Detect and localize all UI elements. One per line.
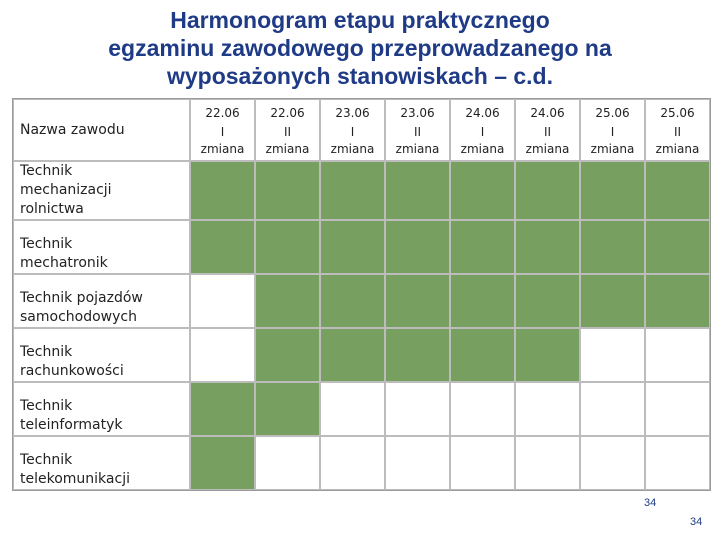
scheduled-cell: [190, 382, 255, 436]
scheduled-cell: [580, 274, 645, 328]
profession-name-line: Technik: [20, 398, 73, 414]
profession-name-line: Technik: [20, 163, 73, 179]
header-shift: I: [220, 125, 225, 139]
scheduled-cell: [385, 220, 450, 274]
header-shift: I: [350, 125, 355, 139]
empty-cell: [450, 382, 515, 436]
profession-name-line: teleinformatyk: [20, 417, 123, 433]
profession-name-line: Technik: [20, 452, 73, 468]
scheduled-cell: [320, 274, 385, 328]
header-date: 23.06: [335, 106, 370, 120]
profession-name: [13, 220, 190, 274]
header-date: 23.06: [400, 106, 435, 120]
table-row: [13, 220, 710, 274]
profession-name: [13, 436, 190, 490]
scheduled-cell: [645, 161, 710, 220]
header-shift: II: [543, 125, 552, 139]
header-shift: I: [480, 125, 485, 139]
profession-name: [13, 328, 190, 382]
header-date: 25.06: [595, 106, 630, 120]
scheduled-cell: [385, 328, 450, 382]
header-label: zmiana: [525, 142, 570, 156]
empty-cell: [580, 382, 645, 436]
empty-cell: [645, 328, 710, 382]
header-label: zmiana: [265, 142, 310, 156]
header-shift: I: [610, 125, 615, 139]
header-date: 24.06: [530, 106, 565, 120]
profession-name: [13, 274, 190, 328]
header-column-8: [645, 99, 710, 161]
header-column-2: [255, 99, 320, 161]
scheduled-cell: [385, 161, 450, 220]
header-column-4: [385, 99, 450, 161]
profession-name: [13, 382, 190, 436]
profession-name-line: Technik pojazdów: [20, 290, 143, 306]
scheduled-cell: [645, 220, 710, 274]
header-label: zmiana: [460, 142, 505, 156]
title-line: Harmonogram etapu praktycznego: [170, 7, 550, 33]
page-number: 34: [644, 497, 657, 509]
scheduled-cell: [190, 161, 255, 220]
profession-name-line: rolnictwa: [20, 201, 84, 217]
scheduled-cell: [190, 436, 255, 490]
header-label: zmiana: [395, 142, 440, 156]
scheduled-cell: [450, 274, 515, 328]
header-shift: II: [283, 125, 292, 139]
table-row: [13, 161, 710, 220]
scheduled-cell: [190, 220, 255, 274]
profession-name-line: samochodowych: [20, 309, 137, 325]
header-column-7: [580, 99, 645, 161]
empty-cell: [580, 328, 645, 382]
scheduled-cell: [450, 328, 515, 382]
header-date: 22.06: [205, 106, 240, 120]
header-column-1: [190, 99, 255, 161]
header-profession-label: Nazwa zawodu: [13, 99, 190, 161]
table-row: [13, 274, 710, 328]
scheduled-cell: [255, 382, 320, 436]
header-row: [13, 99, 710, 161]
header-label: zmiana: [330, 142, 375, 156]
scheduled-cell: [580, 220, 645, 274]
scheduled-cell: [255, 161, 320, 220]
profession-name: [13, 161, 190, 220]
empty-cell: [515, 436, 580, 490]
page-number: 34: [690, 516, 703, 528]
scheduled-cell: [515, 328, 580, 382]
profession-name-line: mechanizacji: [20, 182, 112, 198]
header-column-5: [450, 99, 515, 161]
empty-cell: [190, 328, 255, 382]
header-label: zmiana: [590, 142, 635, 156]
scheduled-cell: [450, 220, 515, 274]
empty-cell: [385, 436, 450, 490]
title-line: wyposażonych stanowiskach – c.d.: [166, 63, 553, 89]
header-date: 22.06: [270, 106, 305, 120]
scheduled-cell: [255, 220, 320, 274]
profession-name-line: rachunkowości: [20, 363, 124, 379]
table-row: [13, 382, 710, 436]
empty-cell: [515, 382, 580, 436]
schedule-table: [12, 98, 711, 491]
title-line: egzaminu zawodowego przeprowadzanego na: [108, 35, 612, 61]
header-date: 24.06: [465, 106, 500, 120]
scheduled-cell: [450, 161, 515, 220]
empty-cell: [645, 382, 710, 436]
scheduled-cell: [255, 328, 320, 382]
empty-cell: [255, 436, 320, 490]
scheduled-cell: [320, 328, 385, 382]
header-column-3: [320, 99, 385, 161]
empty-cell: [320, 382, 385, 436]
header-shift: II: [673, 125, 682, 139]
scheduled-cell: [320, 220, 385, 274]
header-date: 25.06: [660, 106, 695, 120]
empty-cell: [320, 436, 385, 490]
scheduled-cell: [515, 274, 580, 328]
profession-name-line: Technik: [20, 344, 73, 360]
empty-cell: [645, 436, 710, 490]
scheduled-cell: [515, 220, 580, 274]
empty-cell: [580, 436, 645, 490]
table-row: [13, 328, 710, 382]
scheduled-cell: [385, 274, 450, 328]
profession-name-line: Technik: [20, 236, 73, 252]
header-label: zmiana: [200, 142, 245, 156]
scheduled-cell: [580, 161, 645, 220]
scheduled-cell: [320, 161, 385, 220]
scheduled-cell: [255, 274, 320, 328]
empty-cell: [385, 382, 450, 436]
profession-name-line: mechatronik: [20, 255, 108, 271]
header-shift: II: [413, 125, 422, 139]
slide-title: [0, 6, 720, 90]
scheduled-cell: [515, 161, 580, 220]
header-label: zmiana: [655, 142, 700, 156]
header-column-6: [515, 99, 580, 161]
profession-name-line: telekomunikacji: [20, 471, 130, 487]
empty-cell: [450, 436, 515, 490]
scheduled-cell: [645, 274, 710, 328]
empty-cell: [190, 274, 255, 328]
table-row: [13, 436, 710, 490]
